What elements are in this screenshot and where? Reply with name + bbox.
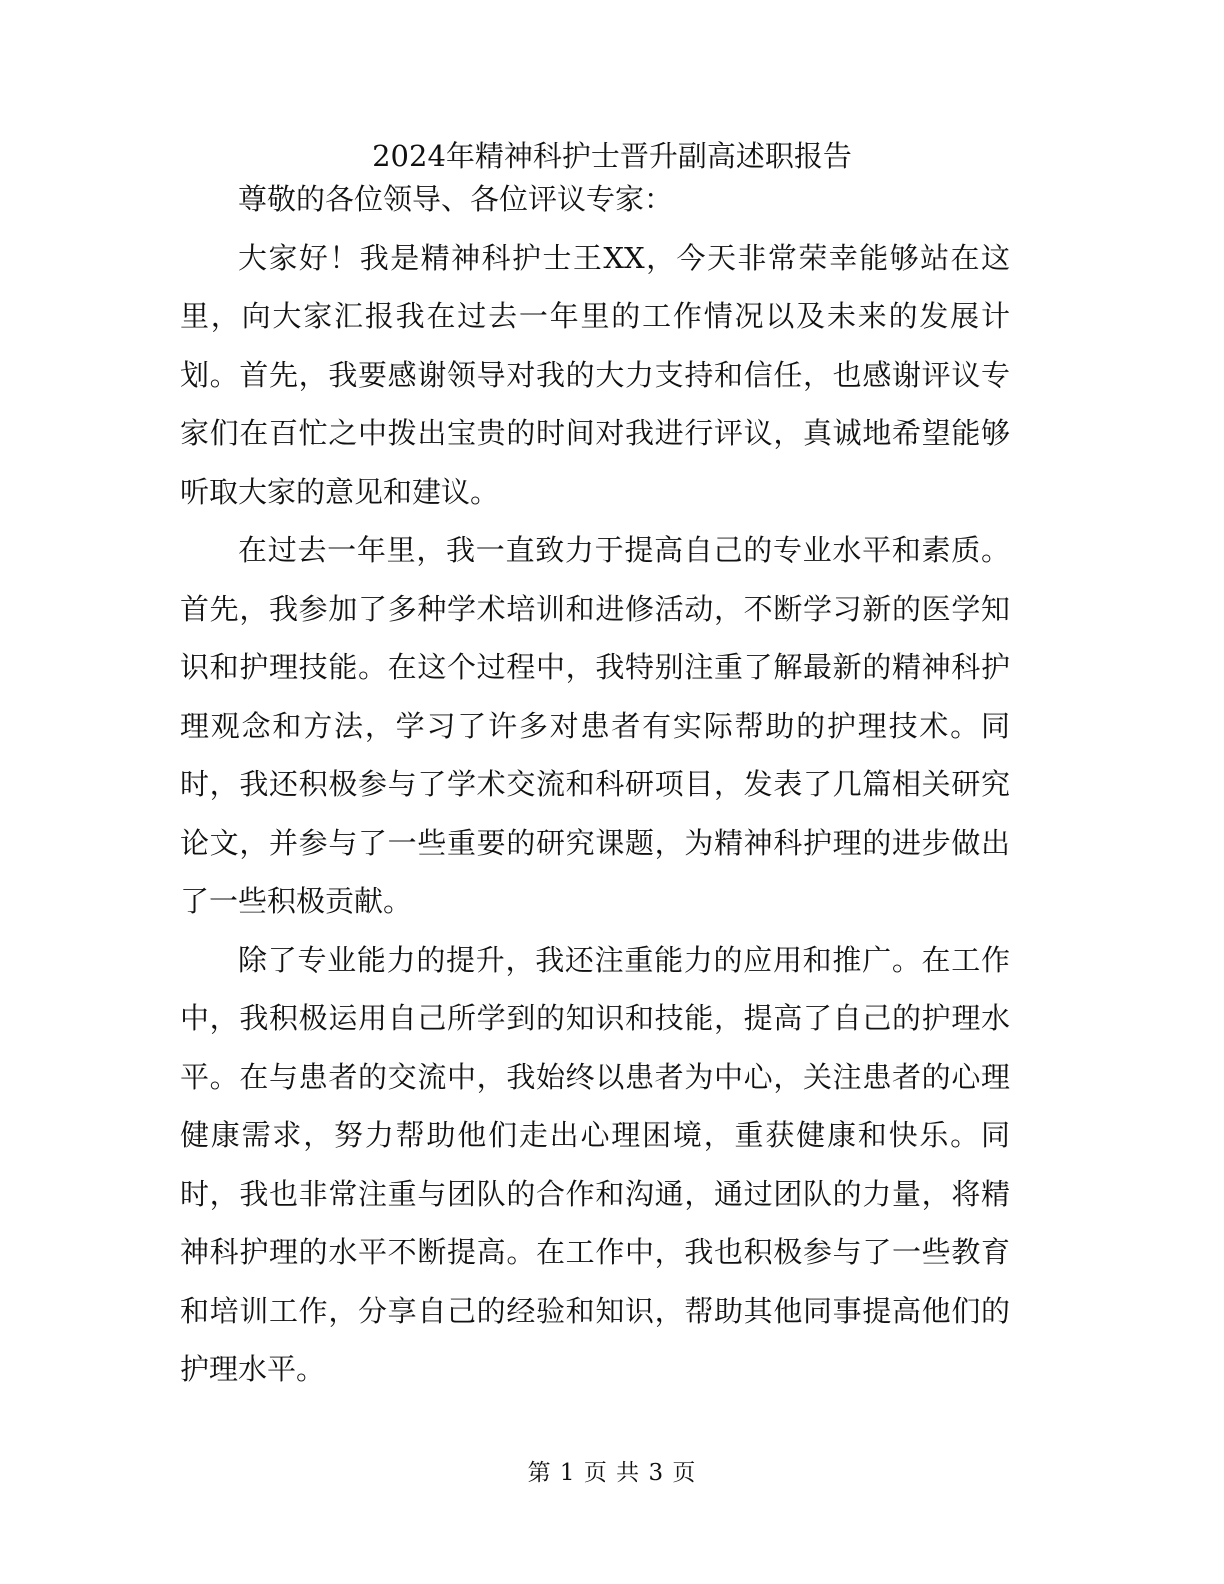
salutation: 尊敬的各位领导、各位评议专家：	[238, 182, 674, 216]
paragraph-introduction: 大家好！我是精神科护士王XX，今天非常荣幸能够站在这里，向大家汇报我在过去一年里的工作情况以及未来的发展计划。首先，我要感谢领导对我的大力支持和信任，也感谢评议专家们在百忙之中拨出宝贵的时间对我进行评议，真诚地希望能够听取大家的意见和建议。	[180, 240, 1010, 509]
document-body	[180, 170, 1010, 1399]
paragraph-application: 除了专业能力的提升，我还注重能力的应用和推广。在工作中，我积极运用自己所学到的知识和技能，提高了自己的护理水平。在与患者的交流中，我始终以患者为中心，关注患者的心理健康需求，努力帮助他们走出心理困境，重获健康和快乐。同时，我也非常注重与团队的合作和沟通，通过团队的力量，将精神科护理的水平不断提高。在工作中，我也积极参与了一些教育和培训工作，分享自己的经验和知识，帮助其他同事提高他们的护理水平。	[180, 942, 1010, 1386]
paragraph-professional-development: 在过去一年里，我一直致力于提高自己的专业水平和素质。首先，我参加了多种学术培训和进修活动，不断学习新的医学知识和护理技能。在这个过程中，我特别注重了解最新的精神科护理观念和方法，学习了许多对患者有实际帮助的护理技术。同时，我还积极参与了学术交流和科研项目，发表了几篇相关研究论文，并参与了一些重要的研究课题，为精神科护理的进步做出了一些积极贡献。	[180, 533, 1010, 918]
document-title: 2024年精神科护士晋升副高述职报告	[372, 139, 852, 173]
page-number-footer: 第 1 页 共 3 页	[527, 1460, 697, 1486]
